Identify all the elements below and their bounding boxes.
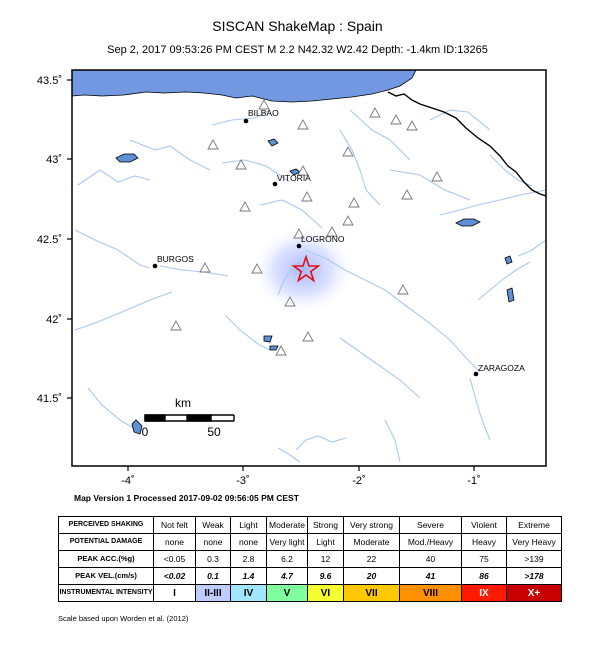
legend-cell: Strong <box>308 517 344 534</box>
scale-footnote: Scale based upon Worden et al. (2012) <box>58 614 189 623</box>
legend-cell: 41 <box>400 568 462 585</box>
legend-cell: 20 <box>344 568 400 585</box>
intensity-cell: VI <box>308 585 344 602</box>
legend-cell: Light <box>231 517 267 534</box>
peak-velocity-row <box>59 568 562 585</box>
legend-cell: Mod./Heavy <box>400 534 462 551</box>
peak-acceleration-row <box>59 551 562 568</box>
legend-cell: Moderate <box>344 534 400 551</box>
legend-cell: 2.8 <box>231 551 267 568</box>
legend-cell: 6.2 <box>267 551 308 568</box>
lon-label-minus-2: -2˚ <box>352 475 366 487</box>
legend-cell: Light <box>308 534 344 551</box>
row-header: POTENTIAL DAMAGE <box>59 534 154 551</box>
legend-cell: 12 <box>308 551 344 568</box>
legend-cell: none <box>231 534 267 551</box>
legend-cell: Very light <box>267 534 308 551</box>
lon-label-minus-1: -1˚ <box>467 475 481 487</box>
intensity-cell: IV <box>231 585 267 602</box>
legend-cell: Extreme <box>507 517 562 534</box>
city-label-burgos: BURGOS <box>157 254 194 264</box>
intensity-legend <box>58 516 562 602</box>
legend-cell: <0.02 <box>154 568 196 585</box>
lat-label-41-5: 41.5˚ <box>36 393 62 405</box>
legend-cell: 75 <box>462 551 507 568</box>
lon-label-minus-3: -3˚ <box>236 475 250 487</box>
intensity-cell: V <box>267 585 308 602</box>
intensity-cell: I <box>154 585 196 602</box>
legend-cell: none <box>154 534 196 551</box>
legend-cell: >139 <box>507 551 562 568</box>
legend-cell: 22 <box>344 551 400 568</box>
city-label-vitoria: VITORIA <box>277 173 311 183</box>
legend-cell: Heavy <box>462 534 507 551</box>
intensity-cell: VII <box>344 585 400 602</box>
perceived-shaking-row <box>59 517 562 534</box>
intensity-cell: VIII <box>400 585 462 602</box>
lat-label-43: 43˚ <box>46 154 62 166</box>
intensity-cell: II-III <box>196 585 231 602</box>
legend-cell: >178 <box>507 568 562 585</box>
scale-unit: km <box>175 396 191 410</box>
city-label-logrono: LOGRONO <box>301 234 345 244</box>
map-title: SISCAN ShakeMap : Spain <box>212 18 383 34</box>
legend-cell: Violent <box>462 517 507 534</box>
row-header: PEAK ACC.(%g) <box>59 551 154 568</box>
legend-cell: Severe <box>400 517 462 534</box>
row-header: INSTRUMENTAL INTENSITY <box>59 585 154 602</box>
scale-start: 0 <box>141 425 149 439</box>
legend-cell: <0.05 <box>154 551 196 568</box>
legend-cell: Very strong <box>344 517 400 534</box>
legend-cell: 0.1 <box>196 568 231 585</box>
legend-cell: 40 <box>400 551 462 568</box>
lat-label-42: 42˚ <box>46 314 62 326</box>
legend-cell: 1.4 <box>231 568 267 585</box>
legend-cell: 4.7 <box>267 568 308 585</box>
legend-cell: 9.6 <box>308 568 344 585</box>
row-header: PERCEIVED SHAKING <box>59 517 154 534</box>
row-header: PEAK VEL.(cm/s) <box>59 568 154 585</box>
event-summary: Sep 2, 2017 09:53:26 PM CEST M 2.2 N42.32 W2.42 Depth: -1.4km ID:13265 <box>107 44 488 56</box>
lat-label-43-5: 43.5˚ <box>36 75 62 87</box>
intensity-cell: X+ <box>507 585 562 602</box>
potential-damage-row <box>59 534 562 551</box>
instrumental-intensity-row <box>59 585 562 602</box>
legend-cell: Weak <box>196 517 231 534</box>
legend-cell: Very Heavy <box>507 534 562 551</box>
city-label-zaragoza: ZARAGOZA <box>478 363 525 373</box>
intensity-cell: IX <box>462 585 507 602</box>
map-version: Map Version 1 Processed 2017-09-02 09:56:05 PM CEST <box>74 493 299 503</box>
scale-end: 50 <box>207 425 221 439</box>
legend-cell: 0.3 <box>196 551 231 568</box>
legend-cell: Moderate <box>267 517 308 534</box>
legend-cell: none <box>196 534 231 551</box>
legend-cell: 86 <box>462 568 507 585</box>
city-label-bilbao: BILBAO <box>248 108 279 118</box>
lat-label-42-5: 42.5˚ <box>36 234 62 246</box>
lon-label-minus-4: -4˚ <box>121 475 135 487</box>
legend-cell: Not felt <box>154 517 196 534</box>
